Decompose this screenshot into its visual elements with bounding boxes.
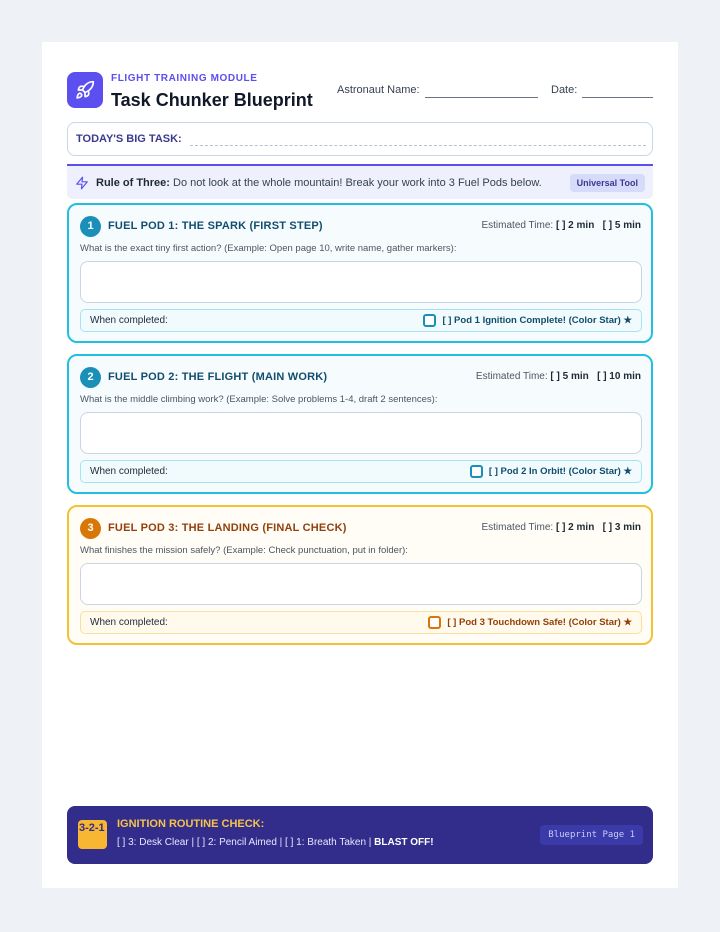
time-option[interactable]: [ ] 3 min	[602, 522, 641, 533]
page-indicator: Blueprint Page 1	[540, 825, 643, 845]
ignition-routine-footer	[67, 806, 653, 864]
completion-text: [ ] Pod 2 In Orbit! (Color Star) ★	[488, 466, 632, 477]
astronaut-name-field[interactable]	[425, 97, 538, 98]
completion-text: [ ] Pod 1 Ignition Complete! (Color Star) ★	[442, 315, 632, 326]
date-label: Date:	[551, 84, 578, 96]
footer-title: IGNITION ROUTINE CHECK:	[117, 818, 265, 830]
fuel-pod-1	[67, 203, 653, 343]
time-option[interactable]: [ ] 2 min	[555, 220, 595, 231]
rocket-icon	[67, 72, 103, 108]
pod-number: 3	[80, 518, 101, 539]
fuel-pod-3	[67, 505, 653, 645]
time-option[interactable]: [ ] 5 min	[602, 220, 641, 231]
pod-completion-row	[80, 309, 642, 332]
blast-off-text: BLAST OFF!	[374, 837, 434, 848]
fuel-pod-2	[67, 354, 653, 494]
pod-number: 1	[80, 216, 101, 237]
time-option[interactable]: [ ] 2 min	[555, 522, 595, 533]
module-label: FLIGHT TRAINING MODULE	[111, 73, 258, 84]
completion-check[interactable]	[428, 616, 632, 629]
pod-title: FUEL POD 3: THE LANDING (FINAL CHECK)	[108, 522, 347, 534]
pod-question: What is the exact tiny first action? (Example: Open page 10, write name, gather markers):	[80, 243, 457, 254]
time-option[interactable]: [ ] 5 min	[550, 371, 589, 382]
time-option[interactable]: [ ] 10 min	[597, 371, 641, 382]
footer-items[interactable]: [ ] 3: Desk Clear | [ ] 2: Pencil Aimed | [ ] 1: Breath Taken |	[117, 837, 372, 848]
astronaut-name-label: Astronaut Name:	[337, 84, 420, 96]
pod-estimated-time	[476, 371, 641, 382]
pod-question: What is the middle climbing work? (Example: Solve problems 1-4, draft 2 sentences):	[80, 394, 438, 405]
completion-label: When completed:	[90, 466, 168, 477]
rule-body: Do not look at the whole mountain! Break your work into 3 Fuel Pods below.	[173, 177, 542, 189]
big-task-field[interactable]	[190, 145, 646, 146]
pod-completion-row	[80, 460, 642, 483]
time-label: Estimated Time:	[481, 522, 554, 533]
pod-answer-box[interactable]	[80, 563, 642, 605]
universal-tool-badge: Universal Tool	[570, 174, 645, 192]
checkbox-icon[interactable]	[470, 465, 483, 478]
time-label: Estimated Time:	[475, 371, 548, 382]
completion-check[interactable]	[470, 465, 632, 478]
pod-title: FUEL POD 1: THE SPARK (FIRST STEP)	[108, 220, 323, 232]
rule-text	[96, 177, 542, 189]
pod-answer-box[interactable]	[80, 412, 642, 454]
completion-text: [ ] Pod 3 Touchdown Safe! (Color Star) ★	[447, 617, 632, 628]
lightning-icon	[75, 176, 89, 190]
pod-estimated-time	[481, 220, 641, 231]
checkbox-icon[interactable]	[428, 616, 441, 629]
completion-label: When completed:	[90, 315, 168, 326]
worksheet-page	[42, 42, 678, 888]
big-task-label: TODAY'S BIG TASK:	[76, 133, 182, 145]
time-label: Estimated Time:	[481, 220, 554, 231]
big-task-box	[67, 122, 653, 156]
countdown-icon: 3-2-1	[78, 820, 107, 849]
footer-checklist	[117, 837, 434, 848]
rule-of-three-banner	[67, 164, 653, 199]
pod-number: 2	[80, 367, 101, 388]
date-field[interactable]	[582, 97, 653, 98]
checkbox-icon[interactable]	[423, 314, 436, 327]
page-title: Task Chunker Blueprint	[111, 90, 313, 110]
completion-label: When completed:	[90, 617, 168, 628]
pod-estimated-time	[481, 522, 641, 533]
pod-completion-row	[80, 611, 642, 634]
pod-question: What finishes the mission safely? (Example: Check punctuation, put in folder):	[80, 545, 408, 556]
pod-answer-box[interactable]	[80, 261, 642, 303]
rule-title: Rule of Three:	[96, 177, 170, 189]
pod-title: FUEL POD 2: THE FLIGHT (MAIN WORK)	[108, 371, 328, 383]
completion-check[interactable]	[423, 314, 632, 327]
